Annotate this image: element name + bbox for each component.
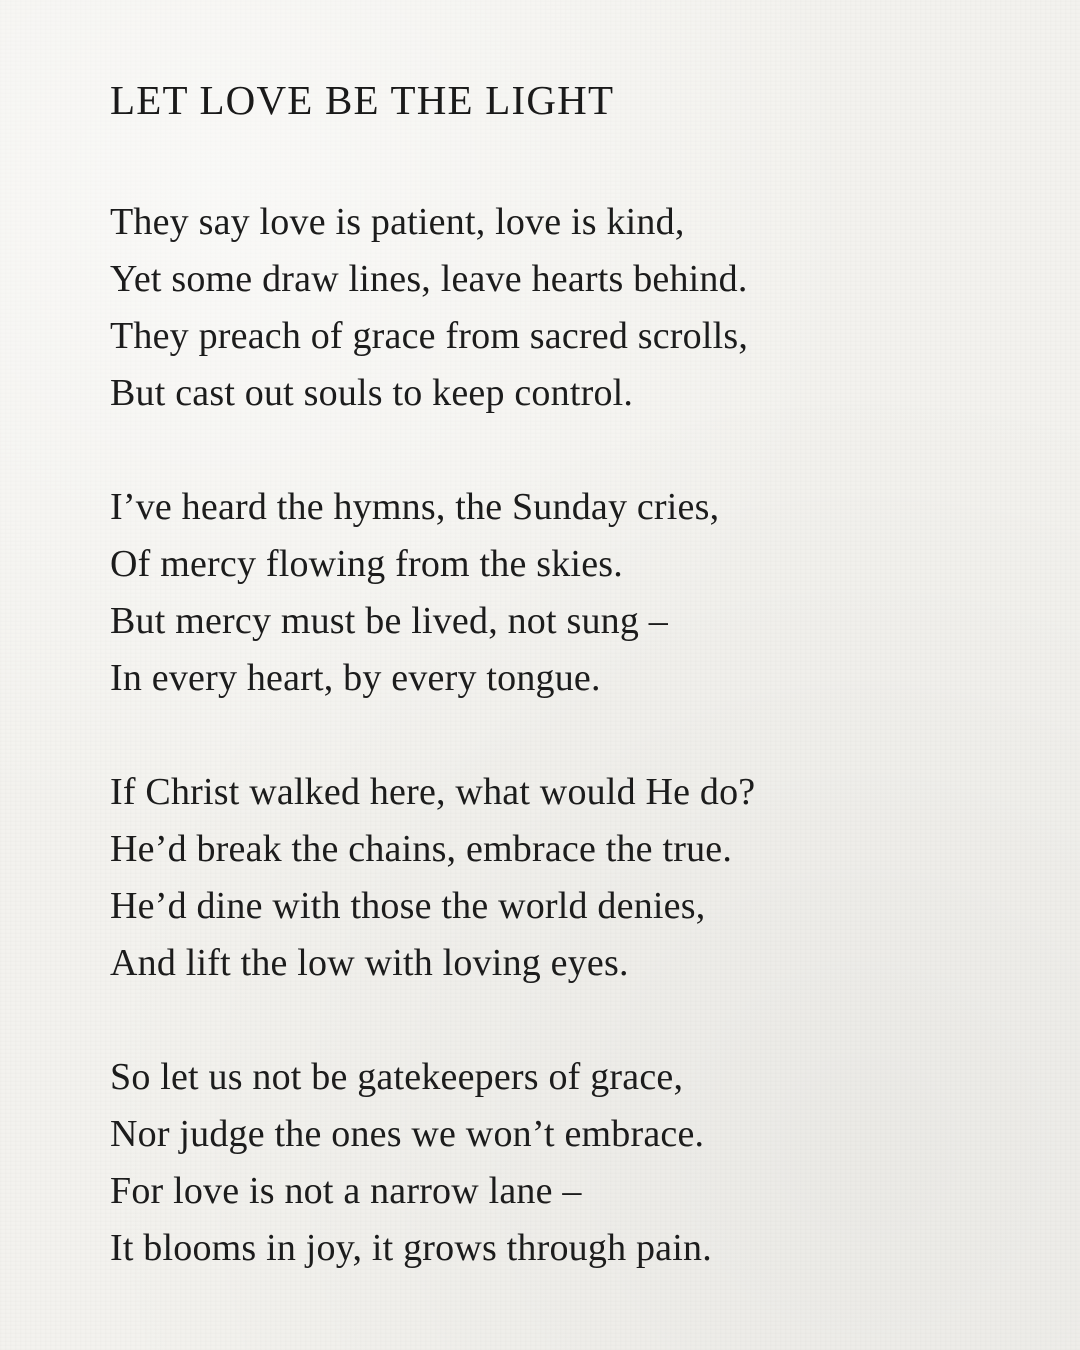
stanza-3 [110,764,1080,992]
poem-line: But cast out souls to keep control. [110,372,634,414]
poem-line: I’ve heard the hymns, the Sunday cries, [110,486,720,528]
poem-line: He’d dine with those the world denies, [110,885,706,927]
poem-line: It blooms in joy, it grows through pain. [110,1227,712,1269]
poem-line: He’d break the chains, embrace the true. [110,828,733,870]
poem-line: Yet some draw lines, leave hearts behind. [110,258,748,300]
poem-line: If Christ walked here, what would He do? [110,771,756,813]
poem-line: For love is not a narrow lane – [110,1170,582,1212]
poem-line: But mercy must be lived, not sung – [110,600,668,642]
stanza-1 [110,194,1080,422]
poem-line: They say love is patient, love is kind, [110,201,685,243]
poem-line: So let us not be gatekeepers of grace, [110,1056,684,1098]
stanza-2 [110,479,1080,707]
stanza-4 [110,1049,1080,1277]
poem-line: And lift the low with loving eyes. [110,942,629,984]
poem-title: LET LOVE BE THE LIGHT [110,77,615,123]
poem-line: They preach of grace from sacred scrolls, [110,315,749,357]
poem-line: Nor judge the ones we won’t embrace. [110,1113,705,1155]
poem-line: Of mercy flowing from the skies. [110,543,623,585]
poem-line: In every heart, by every tongue. [110,657,601,699]
